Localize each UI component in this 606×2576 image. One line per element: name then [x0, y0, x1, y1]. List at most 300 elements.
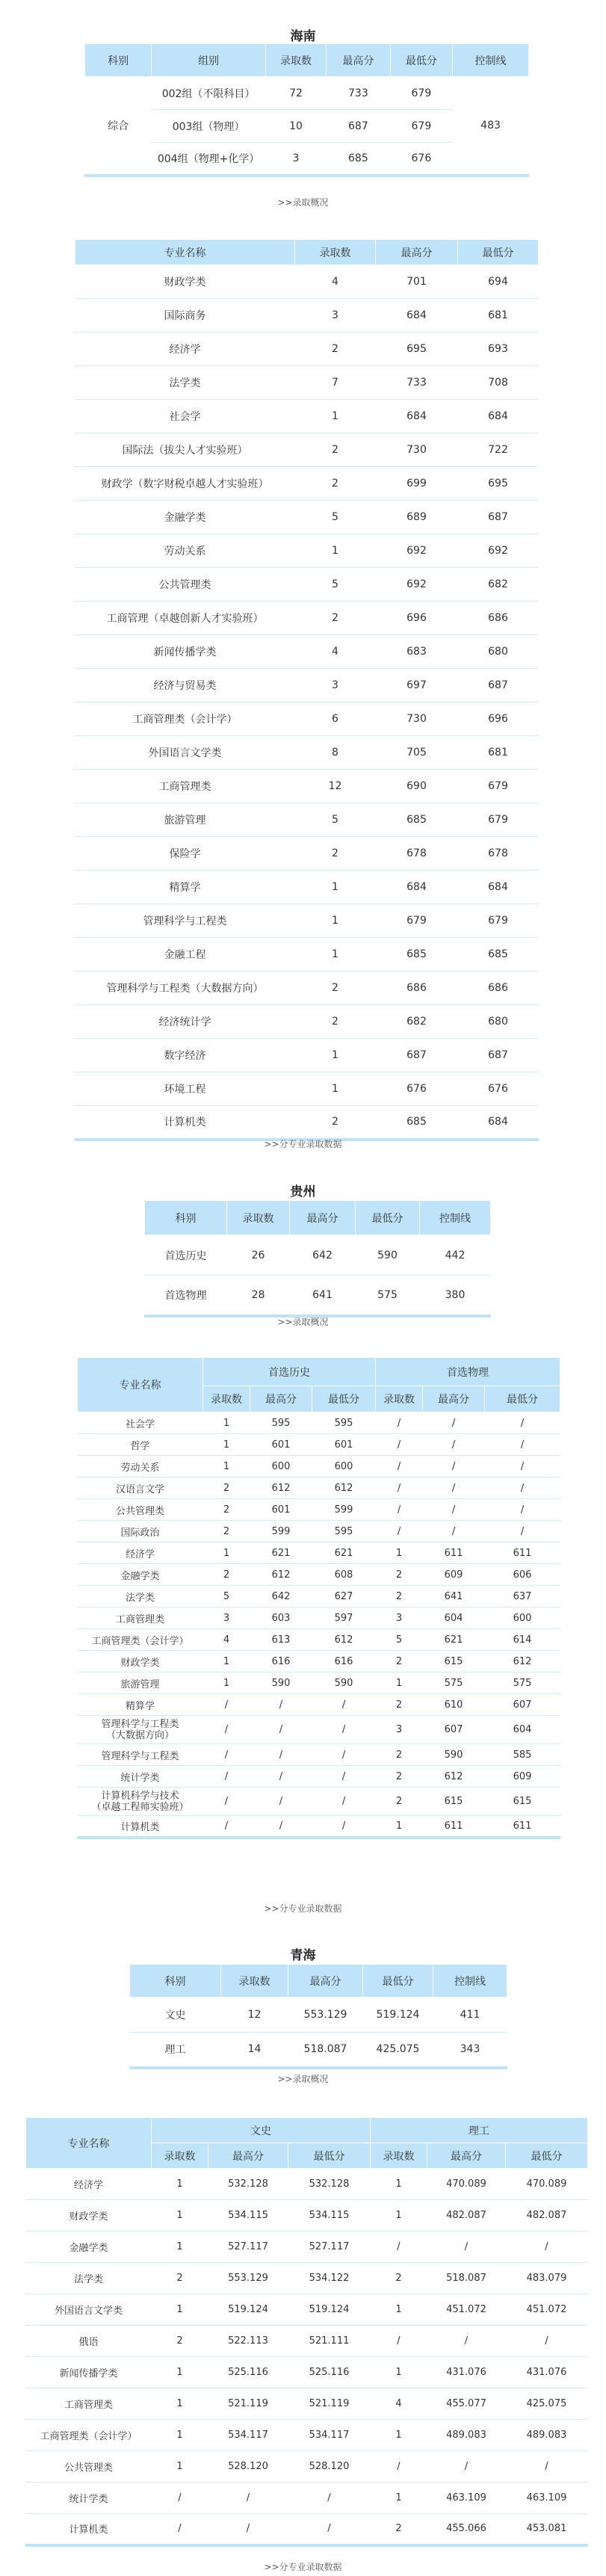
value-cell: 1 [152, 2388, 208, 2420]
table-row [26, 2326, 588, 2357]
value-cell: 2 [376, 1586, 423, 1607]
value-cell: 5 [295, 568, 376, 602]
table-row [78, 1816, 560, 1838]
header-cell: 最低分 [363, 1965, 433, 1998]
guizhou-majors-table [77, 1357, 560, 1839]
value-cell: / [423, 1434, 485, 1456]
value-cell: 590 [356, 1235, 420, 1276]
value-cell: / [371, 2326, 427, 2357]
value-cell: 733 [376, 366, 458, 400]
table-row [75, 972, 539, 1005]
major-name-cell: 财政学类 [78, 1651, 203, 1672]
value-cell: 425.075 [506, 2388, 588, 2420]
value-cell: / [376, 1412, 423, 1434]
value-cell: 3 [295, 299, 376, 333]
sub-header: 最高分 [208, 2143, 288, 2169]
major-name-cell: 管理科学与工程类 [78, 1744, 203, 1766]
hainan-overview-table [84, 43, 529, 177]
value-cell: 12 [295, 770, 376, 803]
value-cell: / [203, 1744, 250, 1766]
value-cell: 608 [312, 1564, 376, 1586]
major-name-cell: 新闻传播学类 [75, 635, 295, 669]
table-row [78, 1542, 560, 1564]
major-name-cell: 首选物理 [145, 1276, 227, 1316]
value-cell: 2 [295, 1106, 376, 1140]
table-row [145, 1235, 491, 1276]
table-row [26, 2483, 588, 2514]
table-row [75, 904, 539, 938]
value-cell: 685 [458, 938, 539, 972]
table-row [78, 1694, 560, 1716]
value-cell: 606 [485, 1564, 560, 1586]
major-name-cell: 经济学 [26, 2169, 152, 2200]
value-cell: 610 [423, 1694, 485, 1716]
value-cell: 678 [376, 837, 458, 871]
guizhou-overview-table [144, 1200, 491, 1318]
major-name-cell: 公共管理类 [75, 568, 295, 602]
hainan-overview-link[interactable]: >>录取概况 [277, 197, 329, 208]
table-row [78, 1564, 560, 1586]
value-cell: 453.081 [506, 2514, 588, 2545]
value-cell: 600 [485, 1607, 560, 1629]
value-cell: / [203, 1816, 250, 1838]
table-row [78, 1629, 560, 1651]
table-row [78, 1477, 560, 1499]
header-cell: 控制线 [453, 44, 529, 77]
value-cell: 680 [458, 635, 539, 669]
value-cell: 595 [312, 1521, 376, 1542]
value-cell: 2 [152, 2326, 208, 2357]
guizhou-overview-link[interactable]: >>录取概况 [277, 1317, 329, 1327]
value-cell: 607 [485, 1694, 560, 1716]
value-cell: / [485, 1499, 560, 1521]
value-cell: / [288, 2514, 371, 2545]
value-cell: 601 [312, 1434, 376, 1456]
value-cell: 612 [312, 1629, 376, 1651]
value-cell: 2 [371, 2514, 427, 2545]
major-name-cell: 财政学（数字财税卓越人才实验班） [75, 467, 295, 501]
header-cell: 专业名称 [78, 1358, 203, 1412]
value-cell: 684 [376, 299, 458, 333]
min-cell: 676 [390, 143, 452, 176]
qinghai-overview-table [129, 1964, 507, 2069]
value-cell: / [506, 2326, 588, 2357]
value-cell: 4 [371, 2388, 427, 2420]
value-cell: 611 [423, 1542, 485, 1564]
value-cell: / [427, 2451, 506, 2483]
table-row [26, 2420, 588, 2451]
hainan-majors-table [75, 239, 539, 1141]
value-cell: 609 [485, 1766, 560, 1788]
major-name-cell: 金融学类 [75, 501, 295, 534]
value-cell: 695 [458, 467, 539, 501]
value-cell: 519.124 [208, 2294, 288, 2326]
major-name-cell: 汉语言文学 [78, 1477, 203, 1499]
value-cell: 2 [295, 1005, 376, 1039]
count-cell: 3 [265, 143, 326, 176]
value-cell: 1 [295, 1039, 376, 1072]
value-cell: 730 [376, 433, 458, 467]
value-cell: 1 [152, 2451, 208, 2483]
value-cell: 597 [312, 1607, 376, 1629]
header-cell: 最高分 [327, 44, 391, 77]
value-cell: 692 [376, 534, 458, 568]
value-cell: 5 [295, 803, 376, 837]
value-cell: 701 [376, 265, 458, 299]
value-cell: 685 [376, 1106, 458, 1140]
value-cell: 679 [458, 904, 539, 938]
value-cell: 1 [203, 1412, 250, 1434]
major-name-cell: 工商管理类 [78, 1607, 203, 1629]
value-cell: 1 [371, 2294, 427, 2326]
table-row [78, 1716, 560, 1744]
value-cell: / [312, 1788, 376, 1816]
value-cell: 527.117 [208, 2231, 288, 2263]
max-cell: 687 [327, 110, 391, 143]
value-cell: 621 [250, 1542, 312, 1564]
value-cell: 1 [203, 1434, 250, 1456]
value-cell: 534.117 [288, 2420, 371, 2451]
value-cell: 455.066 [427, 2514, 506, 2545]
value-cell: / [371, 2451, 427, 2483]
value-cell: / [250, 1788, 312, 1816]
value-cell: 599 [312, 1499, 376, 1521]
major-name-cell: 工商管理类 [26, 2388, 152, 2420]
value-cell: 637 [485, 1586, 560, 1607]
value-cell: 411 [433, 1998, 507, 2033]
sub-header: 最高分 [250, 1386, 312, 1412]
value-cell: 612 [423, 1766, 485, 1788]
value-cell: 2 [371, 2263, 427, 2294]
value-cell: 489.083 [506, 2420, 588, 2451]
value-cell: 694 [458, 265, 539, 299]
sub-header: 最低分 [506, 2143, 588, 2169]
count-cell: 10 [265, 110, 326, 143]
table-row [75, 1106, 539, 1140]
value-cell: 4 [295, 265, 376, 299]
hainan-title: 海南 [290, 29, 316, 44]
table-row [75, 669, 539, 702]
value-cell: 3 [376, 1716, 423, 1744]
value-cell: 603 [250, 1607, 312, 1629]
value-cell: / [312, 1716, 376, 1744]
value-cell: 695 [376, 333, 458, 366]
major-name-cell: 工商管理类（会计学） [26, 2420, 152, 2451]
value-cell: 553.129 [288, 1998, 363, 2033]
table-row [78, 1607, 560, 1629]
value-cell: 2 [203, 1521, 250, 1542]
table-row [78, 1456, 560, 1477]
major-name-cell: 金融学类 [26, 2231, 152, 2263]
value-cell: 1 [371, 2200, 427, 2231]
value-cell: / [376, 1434, 423, 1456]
value-cell: 684 [458, 400, 539, 433]
value-cell: / [427, 2326, 506, 2357]
value-cell: 684 [458, 1106, 539, 1140]
value-cell: / [203, 1766, 250, 1788]
value-cell: / [423, 1521, 485, 1542]
value-cell: 590 [250, 1672, 312, 1694]
value-cell: 1 [203, 1651, 250, 1672]
value-cell: / [208, 2483, 288, 2514]
value-cell: 534.115 [288, 2200, 371, 2231]
control-line-cell: 483 [453, 77, 529, 176]
table-row [130, 2033, 507, 2068]
major-name-cell: 国际商务 [75, 299, 295, 333]
header-cell: 专业名称 [75, 240, 295, 265]
value-cell: 2 [295, 333, 376, 366]
sub-header: 录取数 [203, 1386, 250, 1412]
major-name-cell: 理工 [130, 2033, 221, 2068]
value-cell: / [485, 1477, 560, 1499]
value-cell: 1 [152, 2169, 208, 2200]
value-cell: 611 [485, 1816, 560, 1838]
value-cell: 2 [376, 1564, 423, 1586]
major-name-cell: 社会学 [75, 400, 295, 433]
value-cell: 2 [376, 1694, 423, 1716]
value-cell: 5 [376, 1629, 423, 1651]
major-name-cell: 公共管理类 [26, 2451, 152, 2483]
value-cell: 686 [458, 602, 539, 635]
value-cell: / [152, 2514, 208, 2545]
major-name-cell: 劳动关系 [78, 1456, 203, 1477]
value-cell: 585 [485, 1744, 560, 1766]
header-cell: 专业名称 [26, 2118, 152, 2169]
value-cell: 482.087 [427, 2200, 506, 2231]
major-name-cell: 国际政治 [78, 1521, 203, 1542]
table-row [75, 602, 539, 635]
value-cell: 532.128 [288, 2169, 371, 2200]
header-cell: 录取数 [221, 1965, 288, 1998]
value-cell: / [250, 1694, 312, 1716]
value-cell: 642 [290, 1235, 356, 1276]
qinghai-overview-link[interactable]: >>录取概况 [277, 2074, 329, 2084]
value-cell: 1 [371, 2483, 427, 2514]
value-cell: 696 [458, 702, 539, 736]
major-name-cell: 法学类 [78, 1586, 203, 1607]
group-header: 文史 [152, 2118, 371, 2143]
sub-header: 录取数 [371, 2143, 427, 2169]
sub-header: 最高分 [423, 1386, 485, 1412]
major-name-cell: 新闻传播学类 [26, 2357, 152, 2388]
value-cell: 607 [423, 1716, 485, 1744]
value-cell: 1 [295, 938, 376, 972]
table-row [75, 1072, 539, 1106]
group-header: 理工 [371, 2118, 588, 2143]
value-cell: 2 [295, 602, 376, 635]
value-cell: / [208, 2514, 288, 2545]
major-name-cell: 俄语 [26, 2326, 152, 2357]
table-row [75, 299, 539, 333]
table-row [78, 1499, 560, 1521]
value-cell: 4 [295, 635, 376, 669]
sub-header: 录取数 [152, 2143, 208, 2169]
value-cell: 615 [423, 1788, 485, 1816]
value-cell: 534.117 [208, 2420, 288, 2451]
value-cell: 680 [458, 1005, 539, 1039]
value-cell: 679 [458, 803, 539, 837]
value-cell: 2 [295, 837, 376, 871]
major-name-cell: 文史 [130, 1998, 221, 2033]
value-cell: 613 [250, 1629, 312, 1651]
qinghai-majors-link[interactable]: >>分专业录取数据 [264, 2562, 342, 2572]
value-cell: 4 [203, 1629, 250, 1651]
table-row [26, 2514, 588, 2545]
major-name-cell: 环境工程 [75, 1072, 295, 1106]
value-cell: 1 [152, 2200, 208, 2231]
value-cell: 1 [376, 1542, 423, 1564]
value-cell: 1 [295, 904, 376, 938]
value-cell: 687 [376, 1039, 458, 1072]
value-cell: 3 [295, 669, 376, 702]
table-row [26, 2231, 588, 2263]
sub-header: 最低分 [288, 2143, 371, 2169]
value-cell: 521.111 [288, 2326, 371, 2357]
major-name-cell: 劳动关系 [75, 534, 295, 568]
value-cell: / [371, 2231, 427, 2263]
sub-header: 录取数 [376, 1386, 423, 1412]
value-cell: 687 [458, 669, 539, 702]
value-cell: 611 [485, 1542, 560, 1564]
value-cell: 431.076 [427, 2357, 506, 2388]
value-cell: 684 [376, 400, 458, 433]
value-cell: 518.087 [427, 2263, 506, 2294]
group-header: 首选物理 [376, 1358, 560, 1386]
header-cell: 最高分 [290, 1201, 356, 1235]
value-cell: / [485, 1456, 560, 1477]
sub-header: 最低分 [312, 1386, 376, 1412]
major-name-cell: 金融学类 [78, 1564, 203, 1586]
major-name-cell: 经济学 [78, 1542, 203, 1564]
value-cell: 5 [203, 1586, 250, 1607]
major-name-cell: 经济统计学 [75, 1005, 295, 1039]
value-cell: 590 [312, 1672, 376, 1694]
value-cell: 528.120 [288, 2451, 371, 2483]
value-cell: / [506, 2231, 588, 2263]
major-name-cell: 精算学 [78, 1694, 203, 1716]
major-name-cell: 计算机类 [78, 1816, 203, 1838]
value-cell: 521.119 [208, 2388, 288, 2420]
value-cell: / [288, 2483, 371, 2514]
table-row [26, 2388, 588, 2420]
qinghai-title: 青海 [290, 1948, 316, 1963]
value-cell: 425.075 [363, 2033, 433, 2068]
header-cell: 科别 [85, 44, 152, 77]
value-cell: 687 [458, 1039, 539, 1072]
guizhou-majors-link[interactable]: >>分专业录取数据 [264, 1903, 342, 1914]
major-name-cell: 计算机科学与技术 （卓越工程师实验班） [78, 1788, 203, 1816]
value-cell: 601 [250, 1499, 312, 1521]
value-cell: 641 [423, 1586, 485, 1607]
value-cell: 616 [312, 1651, 376, 1672]
value-cell: 686 [458, 972, 539, 1005]
value-cell: 522.113 [208, 2326, 288, 2357]
table-row [75, 803, 539, 837]
table-row [75, 1005, 539, 1039]
min-cell: 679 [390, 110, 452, 143]
value-cell: 708 [458, 366, 539, 400]
major-name-cell: 统计学类 [78, 1766, 203, 1788]
table-row [75, 400, 539, 433]
value-cell: 534.115 [208, 2200, 288, 2231]
value-cell: 451.072 [506, 2294, 588, 2326]
value-cell: 1 [152, 2294, 208, 2326]
table-row [78, 1744, 560, 1766]
value-cell: 604 [423, 1607, 485, 1629]
table-row [75, 366, 539, 400]
group-cell: 002组（不限科目） [152, 77, 266, 110]
value-cell: 1 [371, 2420, 427, 2451]
value-cell: 1 [203, 1542, 250, 1564]
value-cell: 1 [295, 871, 376, 904]
value-cell: 519.124 [363, 1998, 433, 2033]
value-cell: 2 [203, 1564, 250, 1586]
value-cell: 600 [312, 1456, 376, 1477]
value-cell: 2 [203, 1499, 250, 1521]
value-cell: 615 [423, 1651, 485, 1672]
header-cell: 录取数 [227, 1201, 290, 1235]
value-cell: 463.109 [506, 2483, 588, 2514]
table-row [75, 265, 539, 299]
major-name-cell: 管理科学与工程类（大数据方向） [75, 972, 295, 1005]
value-cell: 483.079 [506, 2263, 588, 2294]
major-name-cell: 工商管理类（会计学） [78, 1629, 203, 1651]
table-row [75, 568, 539, 602]
value-cell: 696 [376, 602, 458, 635]
value-cell: 690 [376, 770, 458, 803]
value-cell: / [250, 1744, 312, 1766]
count-cell: 72 [265, 77, 326, 110]
value-cell: 682 [376, 1005, 458, 1039]
value-cell: 1 [203, 1456, 250, 1477]
value-cell: 1 [295, 534, 376, 568]
group-header: 首选历史 [203, 1358, 376, 1386]
value-cell: 686 [376, 972, 458, 1005]
value-cell: 642 [250, 1586, 312, 1607]
value-cell: 6 [295, 702, 376, 736]
value-cell: 616 [250, 1651, 312, 1672]
hainan-majors-link[interactable]: >>分专业录取数据 [264, 1139, 342, 1149]
value-cell: 1 [295, 400, 376, 433]
header-cell: 最高分 [376, 240, 458, 265]
major-name-cell: 公共管理类 [78, 1499, 203, 1521]
value-cell: 614 [485, 1629, 560, 1651]
value-cell: 676 [376, 1072, 458, 1106]
max-cell: 733 [327, 77, 391, 110]
value-cell: / [312, 1816, 376, 1838]
value-cell: 532.128 [208, 2169, 288, 2200]
value-cell: 455.077 [427, 2388, 506, 2420]
value-cell: 451.072 [427, 2294, 506, 2326]
value-cell: / [152, 2483, 208, 2514]
value-cell: 3 [203, 1607, 250, 1629]
qinghai-majors-table [25, 2117, 588, 2547]
major-name-cell: 财政学类 [26, 2200, 152, 2231]
major-name-cell: 国际法（拔尖人才实验班） [75, 433, 295, 467]
value-cell: / [312, 1744, 376, 1766]
value-cell: / [376, 1521, 423, 1542]
table-row [130, 1998, 507, 2033]
value-cell: 463.109 [427, 2483, 506, 2514]
value-cell: / [203, 1716, 250, 1744]
sub-header: 最高分 [427, 2143, 506, 2169]
table-row [75, 467, 539, 501]
value-cell: / [250, 1816, 312, 1838]
header-cell: 最低分 [458, 240, 539, 265]
major-name-cell: 法学类 [26, 2263, 152, 2294]
major-name-cell: 精算学 [75, 871, 295, 904]
value-cell: 2 [376, 1788, 423, 1816]
